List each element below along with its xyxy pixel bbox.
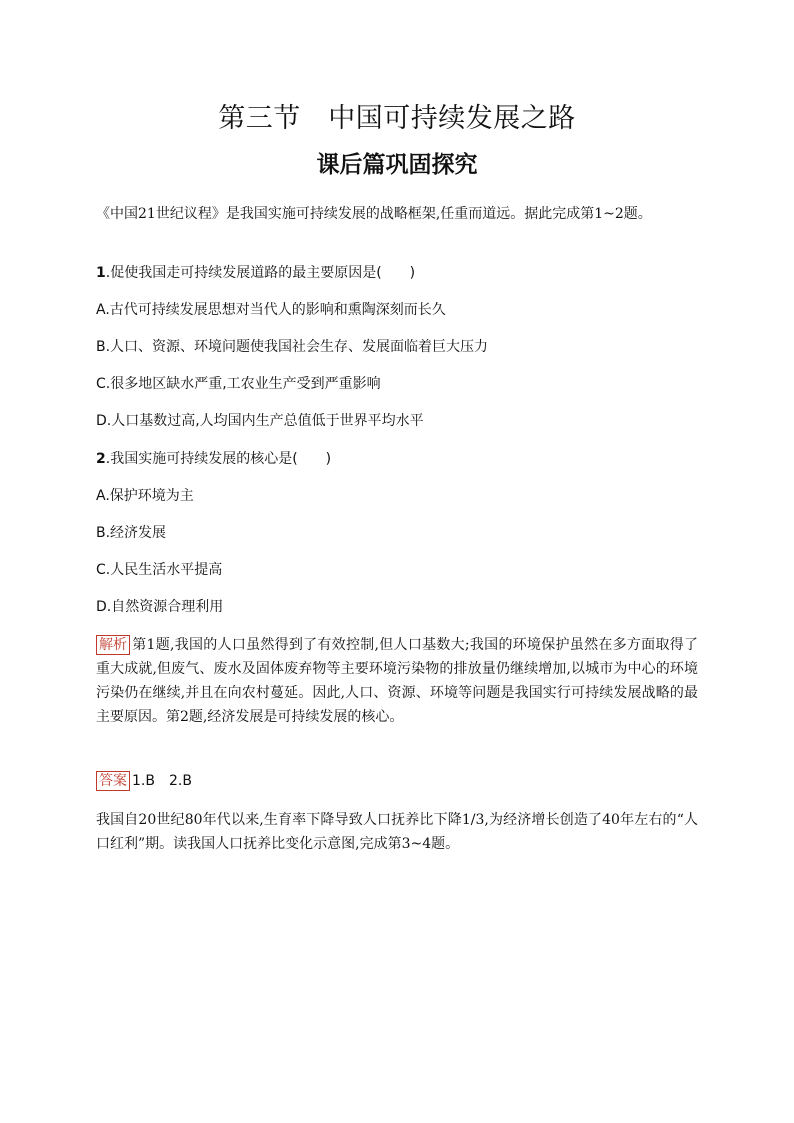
intro-paragraph: 《中国21世纪议程》是我国实施可持续发展的战略框架,任重而道远。据此完成第1~2题。 — [96, 206, 652, 222]
question-2-option-a: A.保护环境为主 — [96, 488, 194, 504]
question-1-text: .促使我国走可持续发展道路的最主要原因是( ) — [105, 265, 416, 281]
intro2-paragraph: 我国自20世纪80年代以来,生育率下降导致人口抚养比下降1/3,为经济增长创造了40年左右的“人口红利”期。读我国人口抚养比变化示意图,完成第3~4题。 — [96, 812, 698, 852]
page-subtitle: 课后篇巩固探究 — [316, 152, 478, 178]
page-title: 第三节 中国可持续发展之路 — [218, 103, 576, 134]
question-1-option-b: B.人口、资源、环境问题使我国社会生存、发展面临着巨大压力 — [96, 339, 489, 355]
question-2-option-d: D.自然资源合理利用 — [96, 599, 224, 615]
analysis-label: 解析 — [96, 635, 130, 655]
question-1-stem — [96, 263, 698, 283]
answer-block — [96, 771, 698, 791]
question-2-option-b: B.经济发展 — [96, 525, 167, 541]
question-2-stem — [96, 449, 698, 469]
question-1-option-a: A.古代可持续发展思想对当代人的影响和熏陶深刻而长久 — [96, 302, 446, 318]
analysis-text: 第1题,我国的人口虽然得到了有效控制,但人口基数大;我国的环境保护虽然在多方面取得了重大成就,但废气、废水及固体废弃物等主要环境污染物的排放量仍继续增加,以城市为中心的环境污染仍在继续,并且在向农村蔓延。因此,人口、资源、环境等问题是我国实行可持续发展战略的最主要原因。第2题,经济发展是可持续发展的核心。 — [96, 637, 698, 725]
question-2-number: 2 — [96, 451, 106, 467]
question-2-option-c: C.人民生活水平提高 — [96, 562, 223, 578]
question-2-text: .我国实施可持续发展的核心是( ) — [105, 451, 332, 467]
analysis-block — [96, 633, 698, 729]
answer-text: 1.B 2.B — [132, 773, 192, 789]
question-1-number: 1 — [96, 265, 106, 281]
question-1-option-c: C.很多地区缺水严重,工农业生产受到严重影响 — [96, 376, 381, 392]
question-1-option-d: D.人口基数过高,人均国内生产总值低于世界平均水平 — [96, 413, 424, 429]
answer-label: 答案 — [96, 771, 130, 791]
